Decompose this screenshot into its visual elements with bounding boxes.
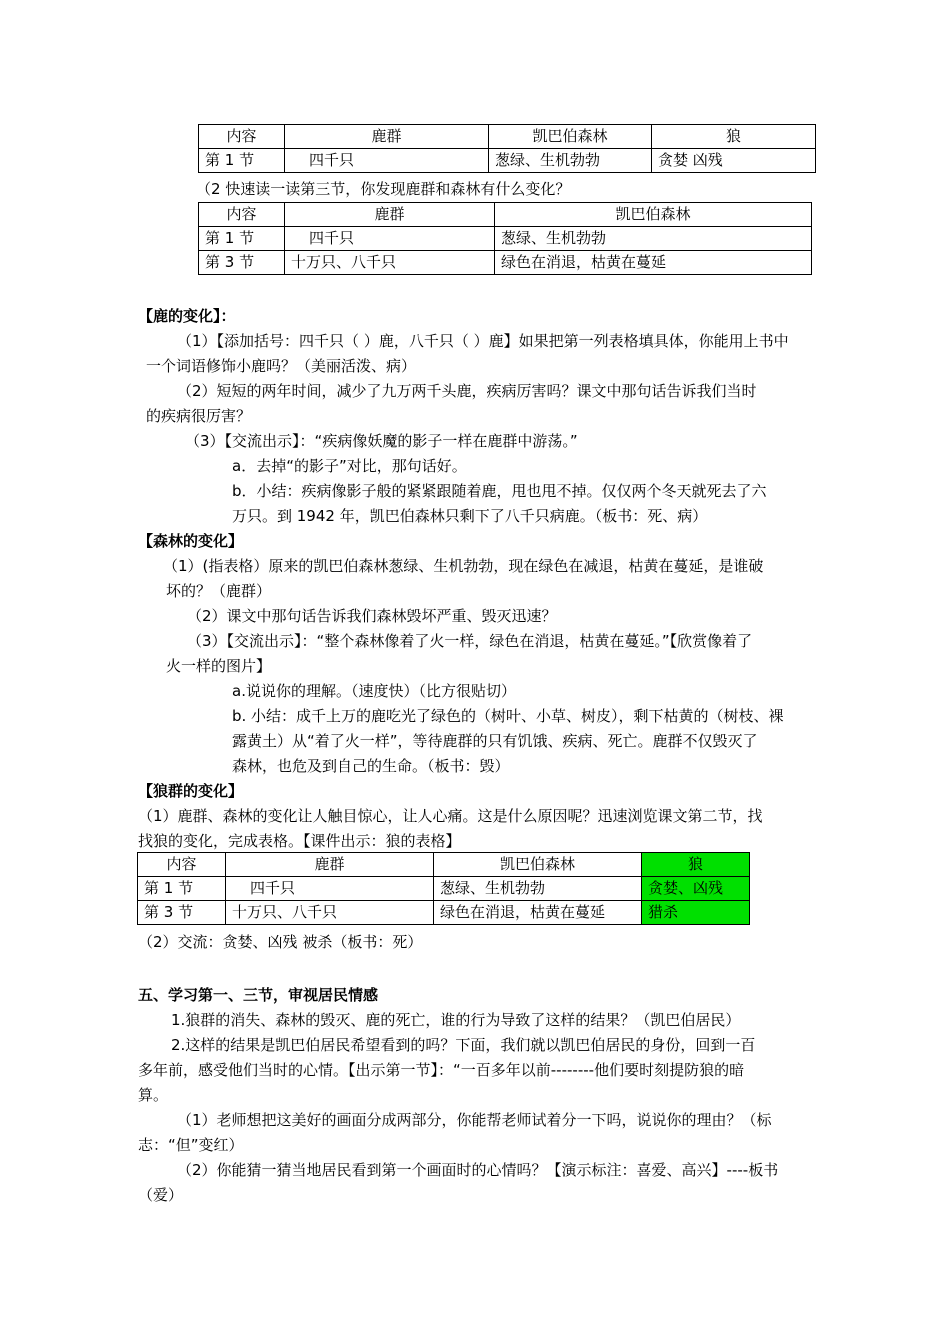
table-cell: 第 1 节 [199, 227, 285, 251]
section-heading-deer: 【鹿的变化】： [138, 307, 236, 325]
table-header-cell: 凯巴伯森林 [434, 853, 642, 877]
table-deer-forest-wolf-3 [137, 852, 750, 925]
paragraph-line: 1.狼群的消失、森林的毁灭、鹿的死亡，谁的行为导致了这样的结果？（凯巴伯居民） [171, 1011, 741, 1029]
paragraph-line: a．去掉“的影子”对比，那句话好。 [232, 457, 467, 475]
paragraph-line: 万只。到 1942 年，凯巴伯森林只剩下了八千只病鹿。（板书：死、病） [232, 507, 708, 525]
paragraph-line: b．小结：疾病像影子般的紧紧跟随着鹿，甩也甩不掉。仅仅两个冬天就死去了六 [232, 482, 767, 500]
paragraph-line: a.说说你的理解。（速度快）（比方很贴切） [232, 682, 516, 700]
table-row [199, 251, 812, 275]
table-header-cell: 鹿群 [285, 203, 495, 227]
table-header-cell: 凯巴伯森林 [489, 125, 652, 149]
paragraph-line: （3）【交流出示】：“疾病像妖魔的影子一样在鹿群中游荡。” [185, 432, 578, 450]
table-header-cell: 内容 [199, 203, 285, 227]
paragraph-line: 森林，也危及到自己的生命。（板书：毁） [232, 757, 510, 775]
table-header-cell-highlighted: 狼 [642, 853, 750, 877]
table-header-cell: 凯巴伯森林 [495, 203, 812, 227]
paragraph-line: 2.这样的结果是凯巴伯居民希望看到的吗？下面，我们就以凯巴伯居民的身份，回到一百 [171, 1036, 756, 1054]
table-row [138, 877, 750, 901]
table-header-cell: 内容 [199, 125, 285, 149]
table-cell: 绿色在消退，枯黄在蔓延 [434, 901, 642, 925]
paragraph-line: （2）课文中那句话告诉我们森林毁坏严重、毁灭迅速？ [187, 607, 557, 625]
paragraph-line: b. 小结：成千上万的鹿吃光了绿色的（树叶、小草、树皮），剩下枯黄的（树枝、裸 [232, 707, 784, 725]
table-header-row [199, 125, 816, 149]
paragraph-line: （1）老师想把这美好的画面分成两部分，你能帮老师试着分一下吗，说说你的理由？（标 [177, 1111, 772, 1129]
paragraph-line: （1）鹿群、森林的变化让人触目惊心，让人心痛。这是什么原因呢？迅速浏览课文第二节，找 [138, 807, 763, 825]
table-cell: 第 1 节 [199, 149, 285, 173]
table-header-row [199, 203, 812, 227]
table-cell: 贪婪 凶残 [652, 149, 816, 173]
paragraph-line: （2）短短的两年时间，减少了九万两千头鹿，疾病厉害吗？课文中那句话告诉我们当时 [177, 382, 757, 400]
table-cell: 四千只 [226, 877, 434, 901]
paragraph-line: （3）【交流出示】：“整个森林像着了火一样，绿色在消退，枯黄在蔓延。”【欣赏像着了 [187, 632, 753, 650]
table-cell: 葱绿、生机勃勃 [489, 149, 652, 173]
table-header-cell: 内容 [138, 853, 226, 877]
question-line: （2 快速读一读第三节，你发现鹿群和森林有什么变化？ [196, 180, 571, 198]
table-header-cell: 狼 [652, 125, 816, 149]
table-cell: 第 3 节 [199, 251, 285, 275]
paragraph-line: （1）(指表格）原来的凯巴伯森林葱绿、生机勃勃，现在绿色在减退，枯黄在蔓延，是谁破 [163, 557, 764, 575]
paragraph-line: （爱） [138, 1186, 184, 1204]
paragraph-line: （1）【添加括号：四千只（ ）鹿，八千只（ ）鹿】如果把第一列表格填具体，你能用上书中 [177, 332, 789, 350]
paragraph-line: 志：“但”变红） [138, 1136, 244, 1154]
paragraph-line: 露黄土）从“着了火一样”，等待鹿群的只有饥饿、疾病、死亡。鹿群不仅毁灭了 [232, 732, 758, 750]
table-row [138, 901, 750, 925]
section-heading-forest: 【森林的变化】 [138, 532, 244, 550]
paragraph-line: 算。 [138, 1086, 169, 1104]
table-cell: 第 1 节 [138, 877, 226, 901]
table-cell-highlighted: 贪婪、凶残 [642, 877, 750, 901]
table-header-row [138, 853, 750, 877]
paragraph-line: 一个词语修饰小鹿吗？（美丽活泼、病） [146, 357, 417, 375]
table-header-cell: 鹿群 [226, 853, 434, 877]
table-cell: 葱绿、生机勃勃 [434, 877, 642, 901]
table-deer-forest-wolf-1 [198, 124, 816, 173]
table-cell: 十万只、八千只 [285, 251, 495, 275]
section-heading-wolf: 【狼群的变化】 [138, 782, 244, 800]
table-cell: 葱绿、生机勃勃 [495, 227, 812, 251]
section-heading-five: 五、学习第一、三节，审视居民情感 [138, 986, 379, 1004]
table-cell: 十万只、八千只 [226, 901, 434, 925]
table-row [199, 149, 816, 173]
paragraph-line: （2）你能猜一猜当地居民看到第一个画面时的心情吗？【演示标注：喜爱、高兴】----板书 [177, 1161, 779, 1179]
table-row [199, 227, 812, 251]
table-cell: 第 3 节 [138, 901, 226, 925]
table-cell: 四千只 [285, 149, 489, 173]
paragraph-line: 坏的？（鹿群） [166, 582, 272, 600]
paragraph-line: （2）交流：贪婪、凶残 被杀（板书：死） [138, 933, 423, 951]
paragraph-line: 火一样的图片】 [166, 657, 272, 675]
table-cell-highlighted: 猎杀 [642, 901, 750, 925]
table-header-cell: 鹿群 [285, 125, 489, 149]
table-deer-forest-2 [198, 202, 812, 275]
table-cell: 绿色在消退，枯黄在蔓延 [495, 251, 812, 275]
paragraph-line: 多年前，感受他们当时的心情。【出示第一节】：“一百多年以前--------他们要时刻提防狼的暗 [138, 1061, 745, 1079]
paragraph-line: 的疾病很厉害？ [146, 407, 252, 425]
table-cell: 四千只 [285, 227, 495, 251]
paragraph-line: 找狼的变化，完成表格。【课件出示：狼的表格】 [138, 832, 461, 850]
